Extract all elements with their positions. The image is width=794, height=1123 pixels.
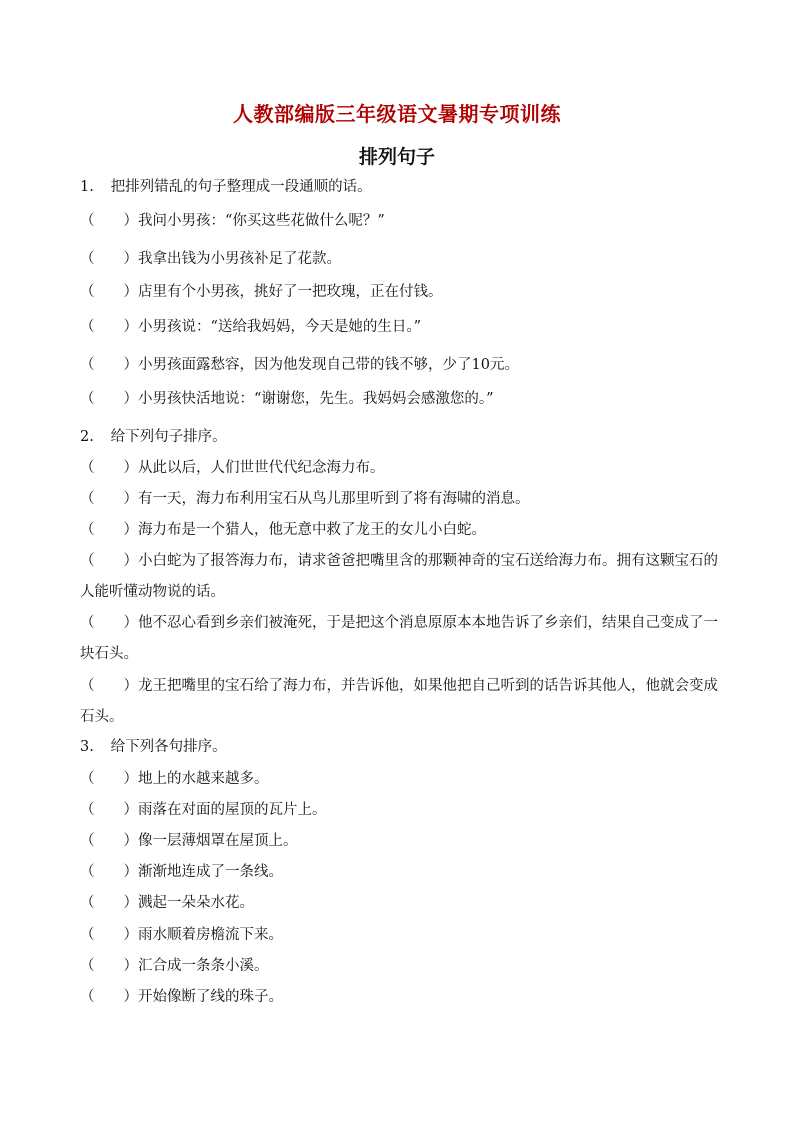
list-item: （ ）小男孩面露愁容，因为他发现自己带的钱不够，少了10元。 [80, 357, 519, 373]
list-item: （ ）渐渐地连成了一条线。 [80, 864, 283, 880]
list-item: （ ）有一天，海力布利用宝石从鸟儿那里听到了将有海啸的消息。 [80, 491, 530, 507]
question-3-prompt [80, 732, 720, 763]
document-title: 人教部编版三年级语文暑期专项训练 [233, 102, 561, 126]
list-item: （ ）小白蛇为了报答海力布，请求爸爸把嘴里含的那颗神奇的宝石送给海力布。拥有这颗宝石的人能听懂动物说的话。 [80, 553, 718, 600]
list-item: （ ）龙王把嘴里的宝石给了海力布，并告诉他，如果他把自己听到的话告诉其他人，他就会变成石头。 [80, 678, 718, 725]
question-1-prompt [80, 172, 720, 203]
list-item: （ ）从此以后，人们世世代代纪念海力布。 [80, 460, 385, 476]
list-item: （ ）店里有个小男孩，挑好了一把玫瑰，正在付钱。 [80, 284, 443, 300]
list-item: （ ）像一层薄烟罩在屋顶上。 [80, 833, 298, 849]
list-item: （ ）他不忍心看到乡亲们被淹死，于是把这个消息原原本本地告诉了乡亲们，结果自己变成了一块石头。 [80, 615, 718, 662]
question-number: 1. [80, 179, 94, 195]
question-text: 给下列句子排序。 [110, 429, 227, 445]
list-item: （ ）开始像断了线的珠子。 [80, 989, 283, 1005]
list-item: （ ）小男孩快活地说：“谢谢您，先生。我妈妈会感激您的。” [80, 391, 494, 407]
list-item: （ ）雨水顺着房檐流下来。 [80, 927, 283, 943]
section-title: 排列句子 [358, 146, 435, 168]
list-item: （ ）溅起一朵朵水花。 [80, 895, 254, 911]
question-2-prompt [80, 422, 720, 453]
question-text: 给下列各句排序。 [110, 739, 227, 755]
list-item: （ ）小男孩说：“送给我妈妈，今天是她的生日。” [80, 319, 422, 335]
list-item: （ ）我拿出钱为小男孩补足了花款。 [80, 251, 341, 267]
question-number: 3. [80, 739, 94, 755]
question-text: 把排列错乱的句子整理成一段通顺的话。 [110, 179, 372, 195]
question-number: 2. [80, 429, 94, 445]
list-item: （ ）雨落在对面的屋顶的瓦片上。 [80, 802, 327, 818]
list-item: （ ）海力布是一个猎人，他无意中救了龙王的女儿小白蛇。 [80, 522, 486, 538]
list-item: （ ）汇合成一条条小溪。 [80, 958, 269, 974]
list-item: （ ）地上的水越来越多。 [80, 771, 269, 787]
list-item: （ ）我问小男孩：“你买这些花做什么呢？” [80, 213, 385, 229]
